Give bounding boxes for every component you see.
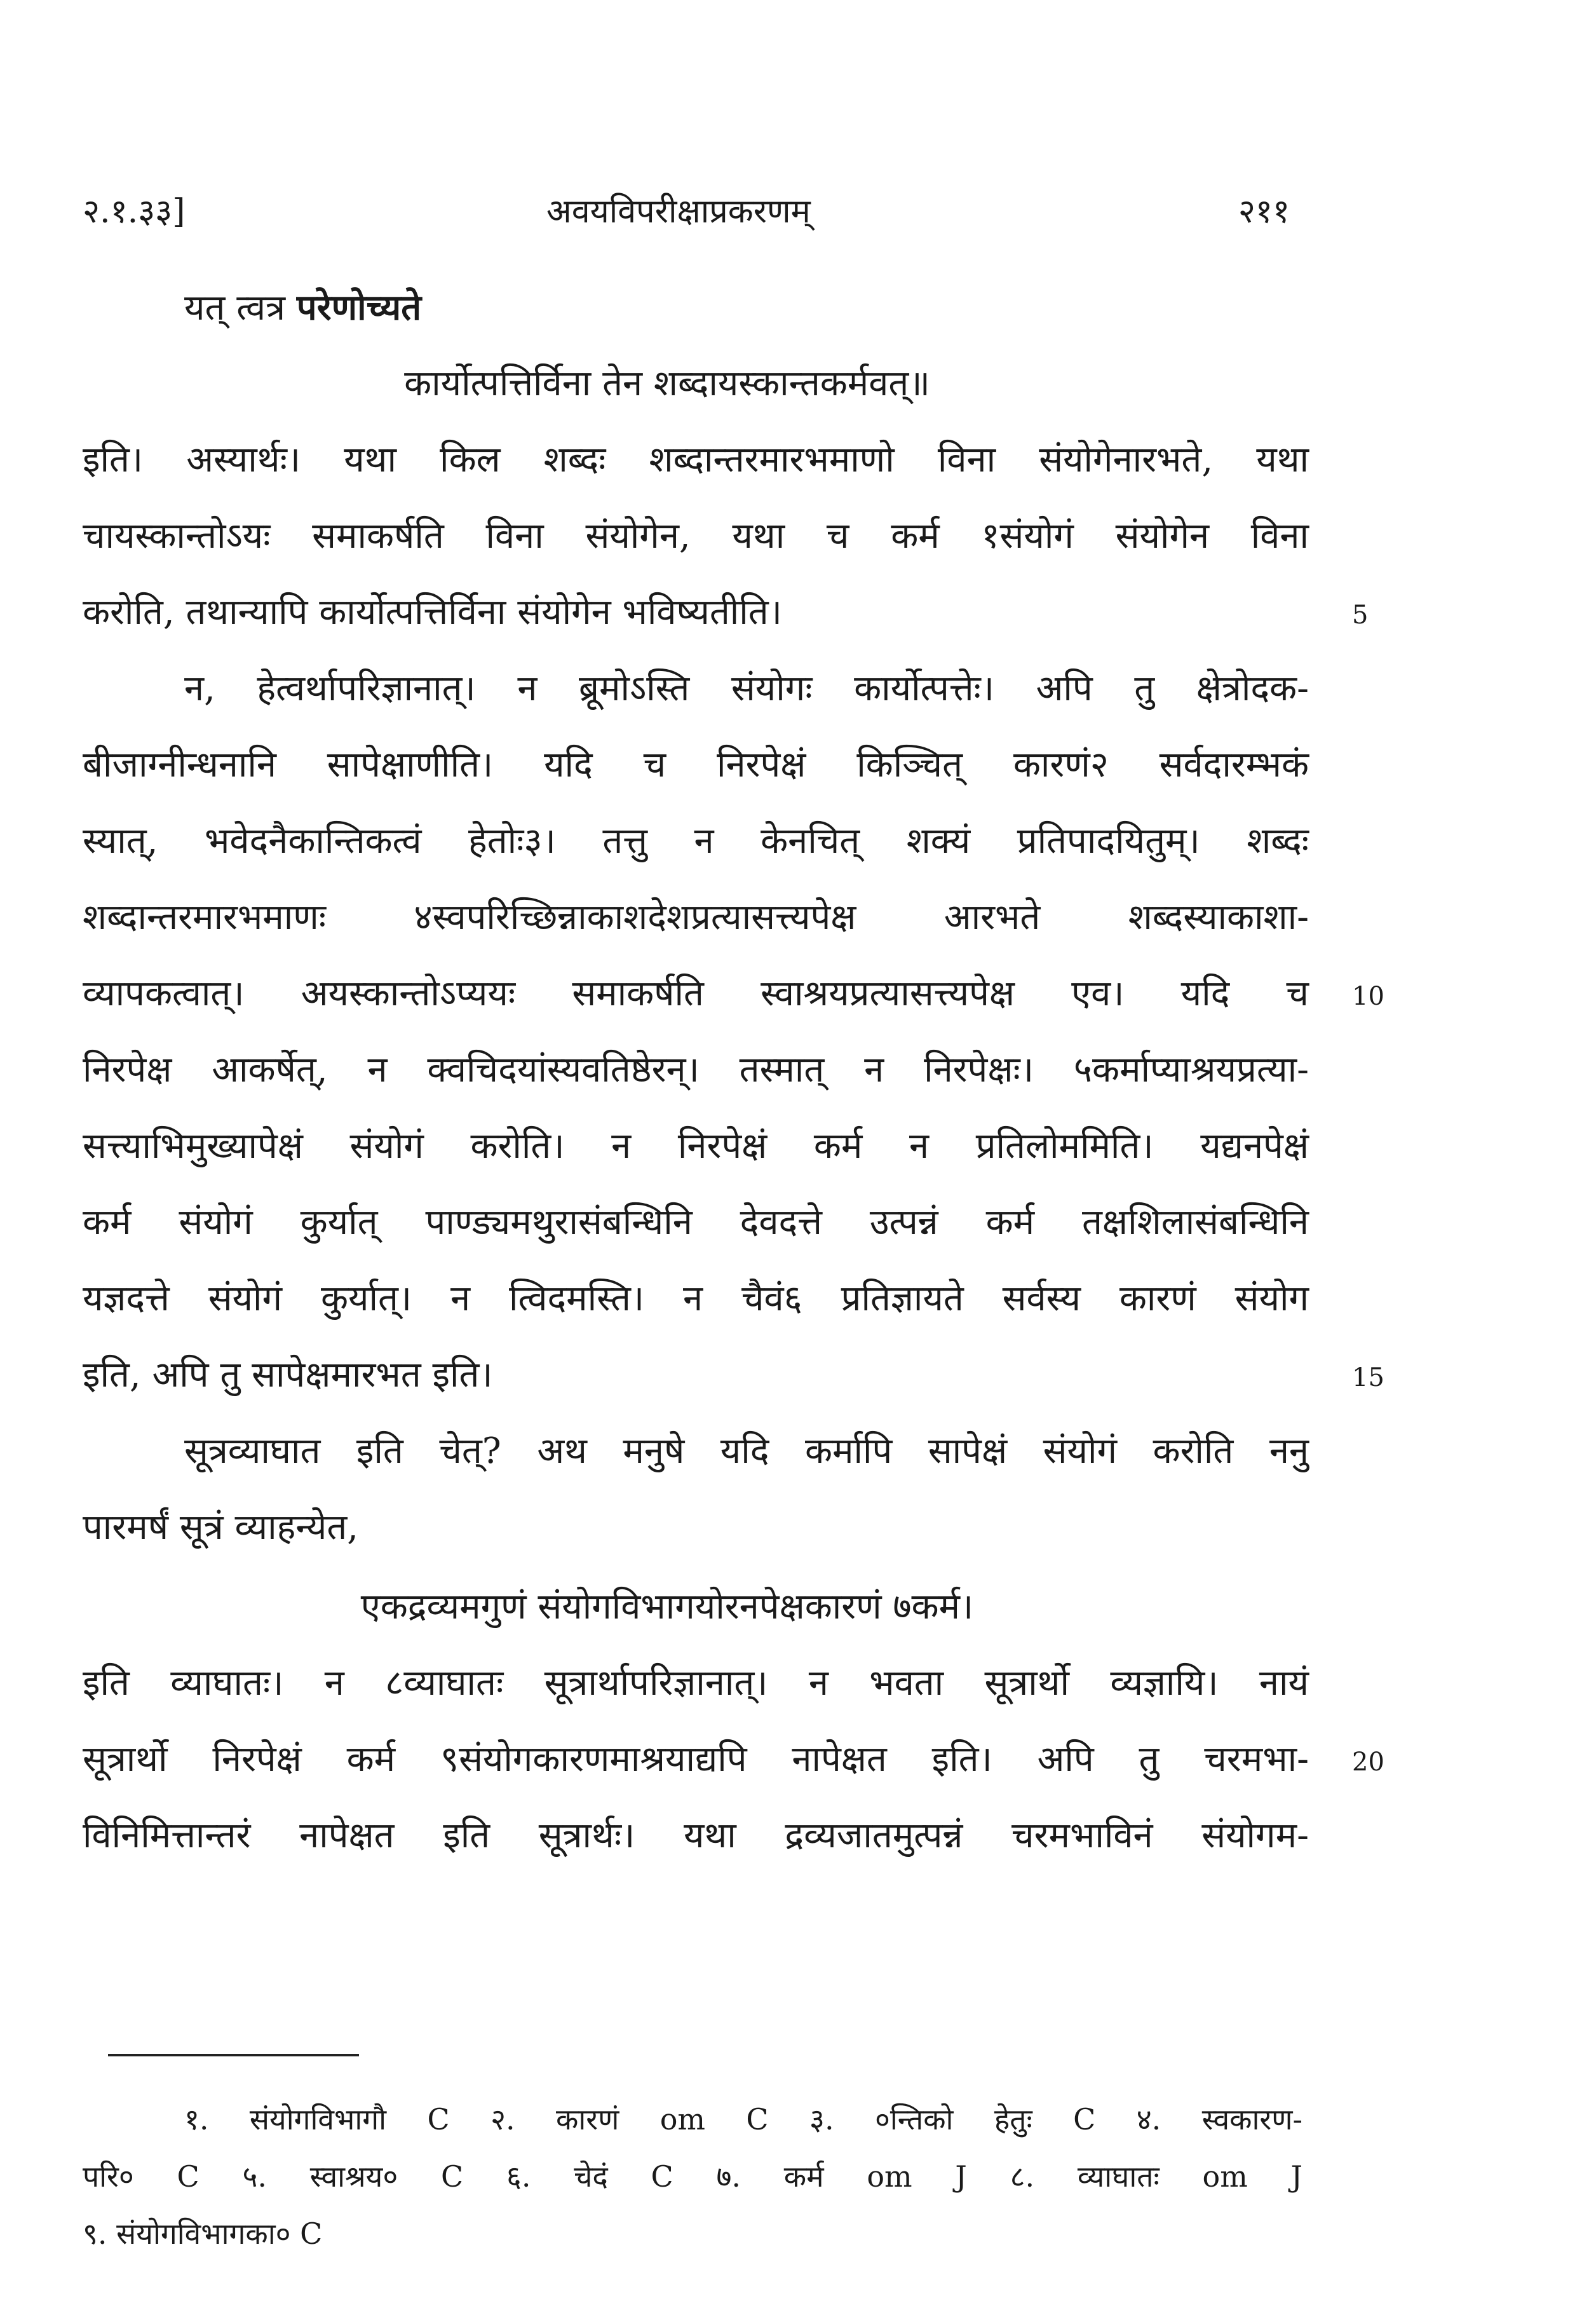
section-reference: २.१.३३] (83, 193, 186, 231)
footnote-row-2 (83, 2154, 1302, 2199)
footnote-4-cont: परि० C (83, 2159, 200, 2194)
footnote-1: १. संयोगविभागौ C (184, 2102, 450, 2136)
body-line-6: स्यात्, भवेदनैकान्तिकत्वं हेतोः३। तत्तु न केनचित् शक्यं प्रतिपादयितुम्। शब्दः (83, 820, 1309, 862)
body-line-5: बीजाग्नीन्धनानि सापेक्षाणीति। यदि च निरपेक्षं किञ्चित् कारणं२ सर्वदारम्भकं (83, 744, 1309, 785)
footnote-rule (108, 2054, 359, 2056)
body-line-15: पारमर्षं सूत्रं व्याहन्येत, (83, 1507, 359, 1548)
footnote-4: ४. स्वकारण- (1136, 2102, 1303, 2136)
line-number-10: 10 (1352, 982, 1384, 1011)
body-line-11: कर्म संयोगं कुर्यात् पाण्ड्यमथुरासंबन्धिनि देवदत्ते उत्पन्नं कर्म तक्षशिलासंबन्धिनि (83, 1202, 1309, 1243)
body-line-16: इति व्याघातः। न ८व्याघातः सूत्रार्थापरिज्ञानात्। न भवता सूत्रार्थो व्यज्ञायि। नायं (83, 1662, 1309, 1704)
body-line-18: विनिमित्तान्तरं नापेक्षत इति सूत्रार्थः। यथा द्रव्यजातमुत्पन्नं चरमभाविनं संयोगम- (83, 1815, 1309, 1856)
footnote-5: ५. स्वाश्रय० C (242, 2159, 464, 2194)
body-line-14: सूत्रव्याघात इति चेत्? अथ मनुषे यदि कर्मापि सापेक्षं संयोगं करोति ननु (184, 1430, 1309, 1472)
verse-1: कार्योत्पत्तिर्विना तेन शब्दायस्कान्तकर्मवत्॥ (404, 363, 930, 404)
running-header (83, 187, 1290, 245)
footnote-row-1 (184, 2097, 1302, 2142)
intro-prefix: यत् त्वत्र (184, 287, 297, 329)
intro-line (184, 280, 421, 336)
body-line-12: यज्ञदत्ते संयोगं कुर्यात्। न त्विदमस्ति। न चैवं६ प्रतिज्ञायते सर्वस्य कारणं संयोग (83, 1278, 1309, 1319)
body-line-8: व्यापकत्वात्। अयस्कान्तोऽप्ययः समाकर्षति स्वाश्रयप्रत्यासत्त्यपेक्ष एव। यदि च (83, 973, 1309, 1014)
page-number: २११ (1238, 193, 1290, 231)
footnote-8: ८. व्याघातः om J (1010, 2159, 1302, 2194)
body-line-2: चायस्कान्तोऽयः समाकर्षति विना संयोगेन, यथा च कर्म १संयोगं संयोगेन विना (83, 515, 1309, 557)
footnote-7: ७. कर्म om J (716, 2159, 967, 2194)
footnote-6: ६. चेदं C (506, 2159, 673, 2194)
body-line-17: सूत्रार्थो निरपेक्षं कर्म ९संयोगकारणमाश्रयाद्यपि नापेक्षत इति। अपि तु चरमभा- (83, 1739, 1309, 1780)
intro-bold-word: परेणोच्यते (296, 287, 422, 329)
verse-2: एकद्रव्यमगुणं संयोगविभागयोरनपेक्षकारणं ७कर्म। (360, 1586, 974, 1627)
chapter-title: अवयविपरीक्षाप्रकरणम् (546, 193, 811, 231)
body-line-9: निरपेक्ष आकर्षेत्, न क्वचिदयांस्यवतिष्ठेरन्। तस्मात् न निरपेक्षः। ५कर्माप्याश्रयप्रत्या- (83, 1049, 1309, 1090)
body-line-13: इति, अपि तु सापेक्षमारभत इति। (83, 1354, 493, 1395)
footnote-3: ३. ०न्तिको हेतुः C (809, 2102, 1096, 2136)
body-line-1: इति। अस्यार्थः। यथा किल शब्दः शब्दान्तरमारभमाणो विना संयोगेनारभते, यथा (83, 439, 1309, 480)
footnote-2: २. कारणं om C (490, 2102, 769, 2136)
footnote-9: ९. संयोगविभागका० C (83, 2217, 323, 2251)
body-line-4: न, हेत्वर्थापरिज्ञानात्। न ब्रूमोऽस्ति संयोगः कार्योत्पत्तेः। अपि तु क्षेत्रोदक- (184, 668, 1309, 709)
line-number-20: 20 (1352, 1748, 1384, 1777)
body-line-10: सत्त्याभिमुख्यापेक्षं संयोगं करोति। न निरपेक्षं कर्म न प्रतिलोममिति। यद्यनपेक्षं (83, 1125, 1309, 1167)
line-number-5: 5 (1352, 601, 1369, 630)
line-number-15: 15 (1352, 1363, 1384, 1392)
body-line-3: करोति, तथान्यापि कार्योत्पत्तिर्विना संयोगेन भविष्यतीति। (83, 592, 782, 633)
body-line-7: शब्दान्तरमारभमाणः ४स्वपरिच्छिन्नाकाशदेशप्रत्यासत्त्यपेक्ष आरभते शब्दस्याकाशा- (83, 897, 1309, 938)
